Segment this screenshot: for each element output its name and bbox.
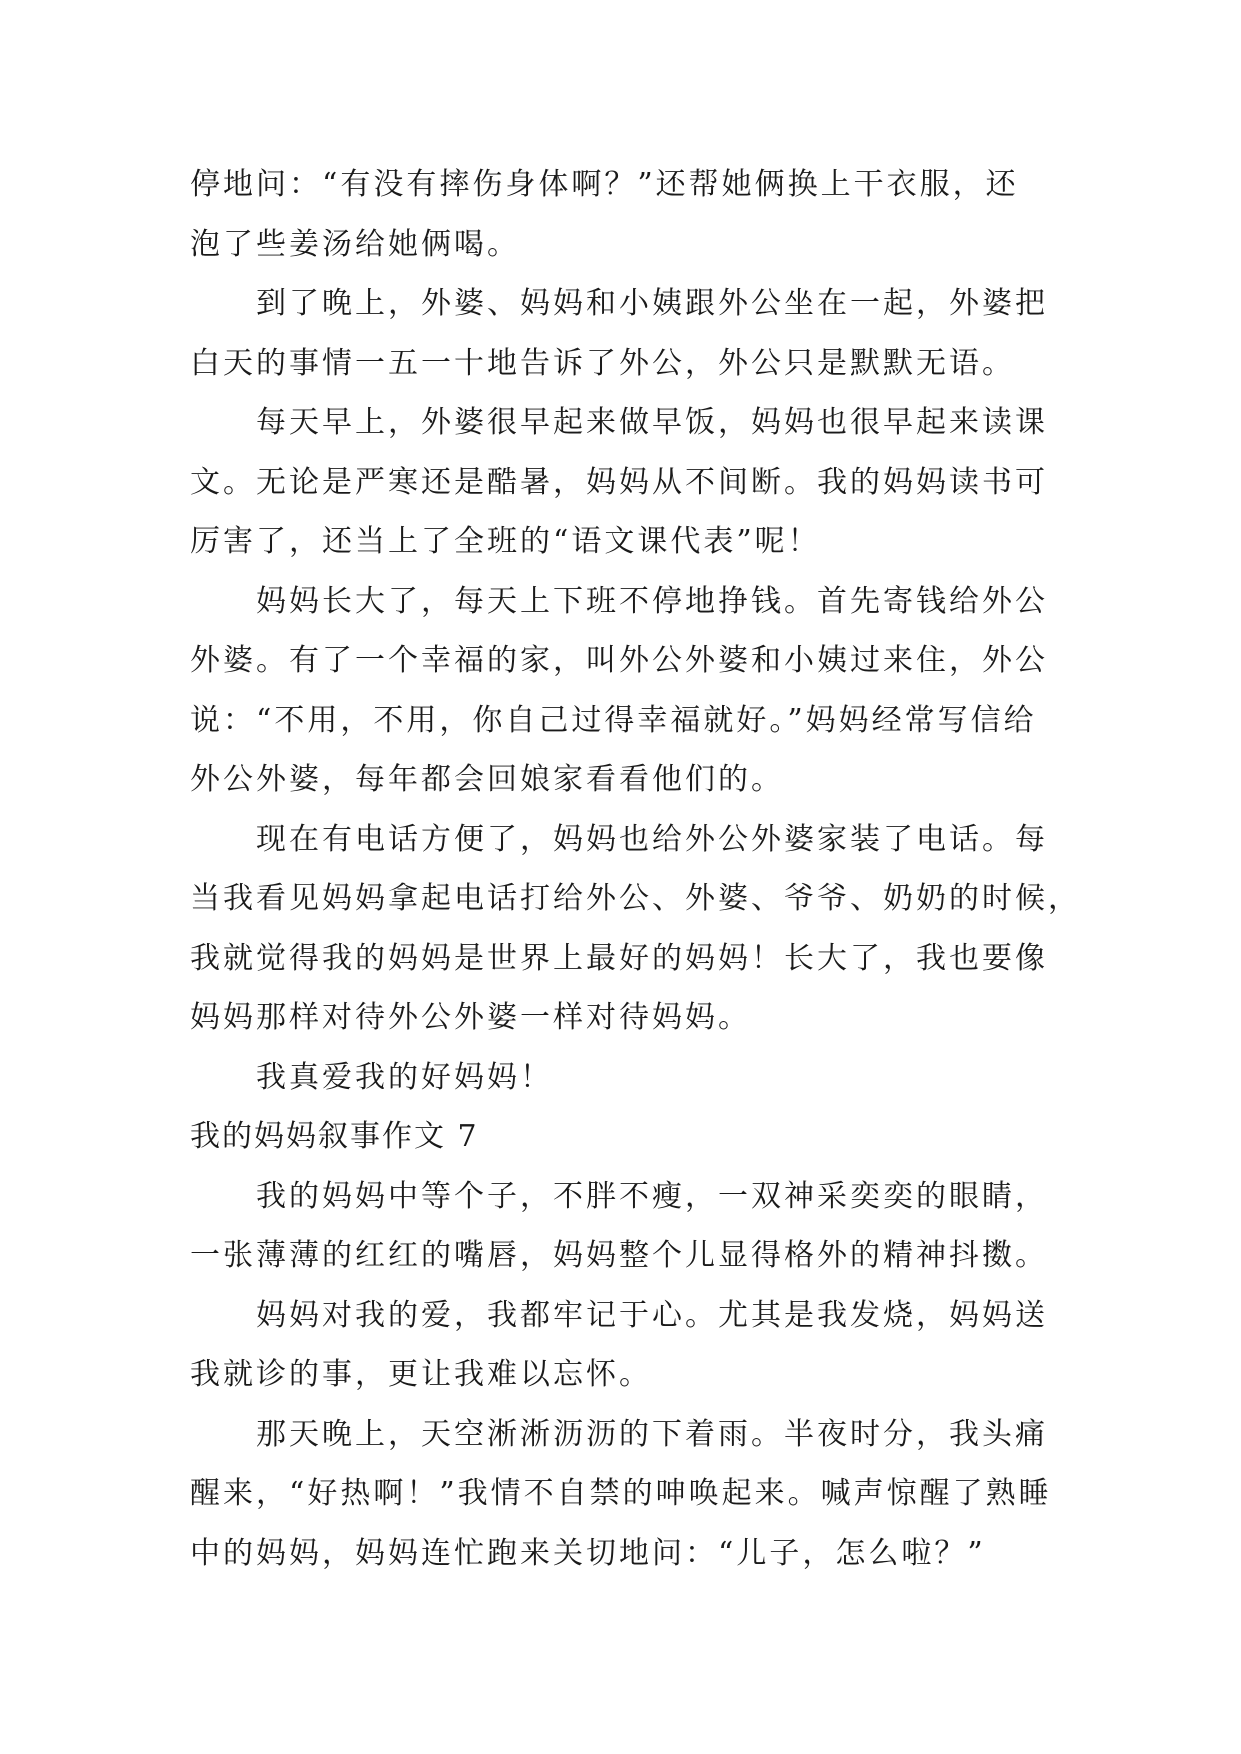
paragraph-start-line: 妈妈长大了，每天上下班不停地挣钱。首先寄钱给外公	[256, 583, 1048, 619]
paragraph-start-line: 每天早上，外婆很早起来做早饭，妈妈也很早起来读课	[256, 405, 1048, 440]
text-line: 文。无论是严寒还是酷暑，妈妈从不间断。我的妈妈读书可	[190, 464, 1048, 500]
text-line: 外公外婆，每年都会回娘家看看他们的。	[190, 762, 784, 797]
article-body	[190, 155, 1081, 1583]
paragraph-start-line: 妈妈对我的爱，我都牢记于心。尤其是我发烧，妈妈送	[256, 1297, 1048, 1333]
paragraph-start-line: 我真爱我的好妈妈！	[256, 1059, 553, 1095]
text-line: 外婆。有了一个幸福的家，叫外公外婆和小姨过来住，外公	[190, 643, 1048, 678]
paragraph-start-line: 那天晚上，天空淅淅沥沥的下着雨。半夜时分，我头痛	[256, 1416, 1048, 1452]
text-line: 妈妈那样对待外公外婆一样对待妈妈。	[190, 1000, 751, 1035]
paragraph-start-line: 我的妈妈中等个子，不胖不瘦，一双神采奕奕的眼睛，	[256, 1178, 1048, 1214]
text-line: 中的妈妈，妈妈连忙跑来关切地问：“儿子，怎么啦？”	[190, 1535, 986, 1571]
section-heading: 我的妈妈叙事作文 7	[190, 1119, 479, 1154]
text-line: 一张薄薄的红红的嘴唇，妈妈整个儿显得格外的精神抖擞。	[190, 1238, 1048, 1273]
paragraph-start-line: 现在有电话方便了，妈妈也给外公外婆家装了电话。每	[256, 821, 1048, 857]
text-line: 当我看见妈妈拿起电话打给外公、外婆、爷爷、奶奶的时候，	[190, 881, 1081, 916]
paragraph-start-line: 到了晚上，外婆、妈妈和小姨跟外公坐在一起，外婆把	[256, 286, 1048, 321]
text-line: 醒来，“好热啊！”我情不自禁的呻唤起来。喊声惊醒了熟睡	[190, 1476, 1052, 1511]
text-line: 我就诊的事，更让我难以忘怀。	[190, 1357, 652, 1392]
text-line: 我就觉得我的妈妈是世界上最好的妈妈！长大了，我也要像	[190, 940, 1048, 976]
text-line: 白天的事情一五一十地告诉了外公，外公只是默默无语。	[190, 345, 1015, 381]
text-line: 厉害了，还当上了全班的“语文课代表”呢！	[190, 524, 821, 559]
text-line: 停地问：“有没有摔伤身体啊？”还帮她俩换上干衣服，还	[190, 167, 1019, 202]
text-line: 说：“不用，不用，你自己过得幸福就好。”妈妈经常写信给	[190, 702, 1037, 738]
text-line: 泡了些姜汤给她俩喝。	[190, 226, 520, 262]
